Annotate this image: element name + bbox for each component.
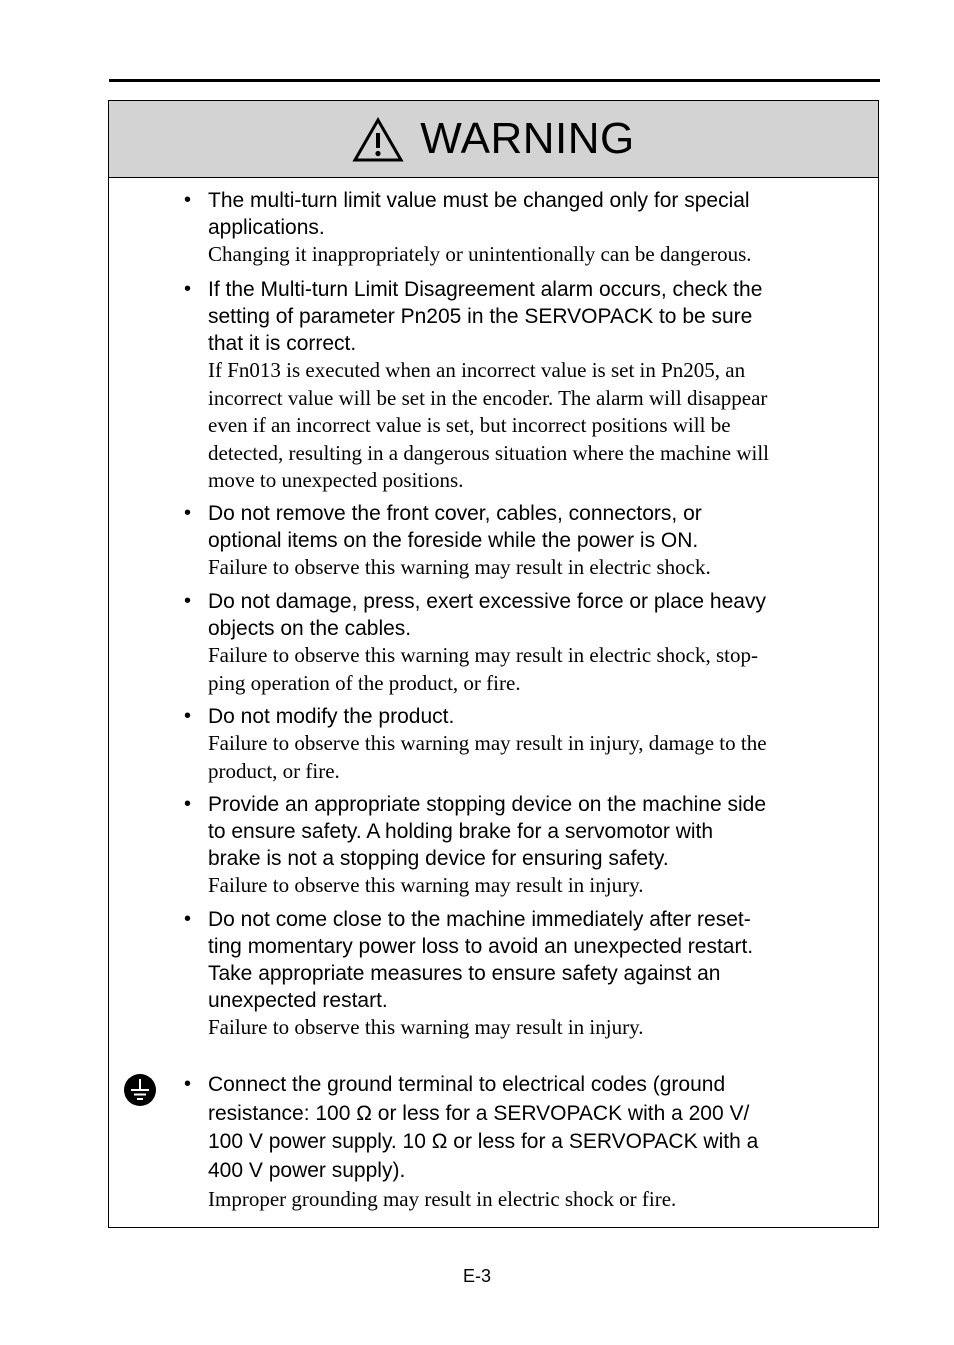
warning-note: If Fn013 is executed when an incorrect value is set in Pn205, an incorrect value will be set in the encoder. The alarm will disappear even if an incorrect value is set, but incorrect positions will be detected, resulting in a dangerous situation where the machine will move to unexpected positions. [208,358,769,492]
bullet: • [184,705,192,727]
warning-heading: Do not remove the front cover, cables, connectors, or optional items on the foreside while the power is ON. [208,502,702,552]
warning-item [184,588,844,697]
warning-note: Failure to observe this warning may result in injury. [208,873,644,897]
warning-heading: If the Multi-turn Limit Disagreement alarm occurs, check the setting of parameter Pn205 in the SERVOPACK to be sure that it is correct. [208,278,763,355]
warning-heading: The multi-turn limit value must be changed only for special applications. [208,189,750,239]
warning-item [184,500,844,582]
warning-note: Failure to observe this warning may result in electric shock. [208,555,711,579]
warning-item [184,703,844,785]
warning-item [184,906,844,1042]
bullet: • [184,908,192,930]
warning-note: Failure to observe this warning may result in injury. [208,1015,644,1039]
bullet: • [184,278,192,300]
bullet: • [184,1073,192,1095]
warning-heading: Connect the ground terminal to electrical codes (ground resistance: 100 Ω or less for a SERVOPACK with a 200 V/ 100 V power supply. 10 Ω or less for a SERVOPACK with a 400 V power supply). [208,1073,759,1182]
warning-note: Failure to observe this warning may result in injury, damage to the product, or fire. [208,731,767,783]
warning-box [108,100,879,1228]
bullet: • [184,502,192,524]
warning-item [184,276,844,495]
warning-note: Changing it inappropriately or unintentionally can be dangerous. [208,242,752,266]
warning-note: Improper grounding may result in electric shock or fire. [208,1187,677,1211]
warning-title: WARNING [420,114,635,163]
bullet: • [184,189,192,211]
page-number: E-3 [462,1266,491,1286]
top-rule [109,79,880,82]
warning-item [184,1071,844,1214]
warning-item [184,187,844,269]
bullet: • [184,793,192,815]
ground-symbol-icon [123,1073,157,1107]
warning-heading: Do not come close to the machine immediately after reset- ting momentary power loss to avoid an unexpected restart. Take appropriate measures to ensure safety against an unexpected restart. [208,908,754,1012]
warning-note: Failure to observe this warning may result in electric shock, stop- ping operation of the product, or fire. [208,643,758,695]
warning-heading: Do not damage, press, exert excessive force or place heavy objects on the cables. [208,590,766,640]
warning-heading: Provide an appropriate stopping device on the machine side to ensure safety. A holding brake for a servomotor with brake is not a stopping device for ensuring safety. [208,793,767,870]
warning-item [184,791,844,900]
warning-heading: Do not modify the product. [208,705,455,728]
bullet: • [184,590,192,612]
